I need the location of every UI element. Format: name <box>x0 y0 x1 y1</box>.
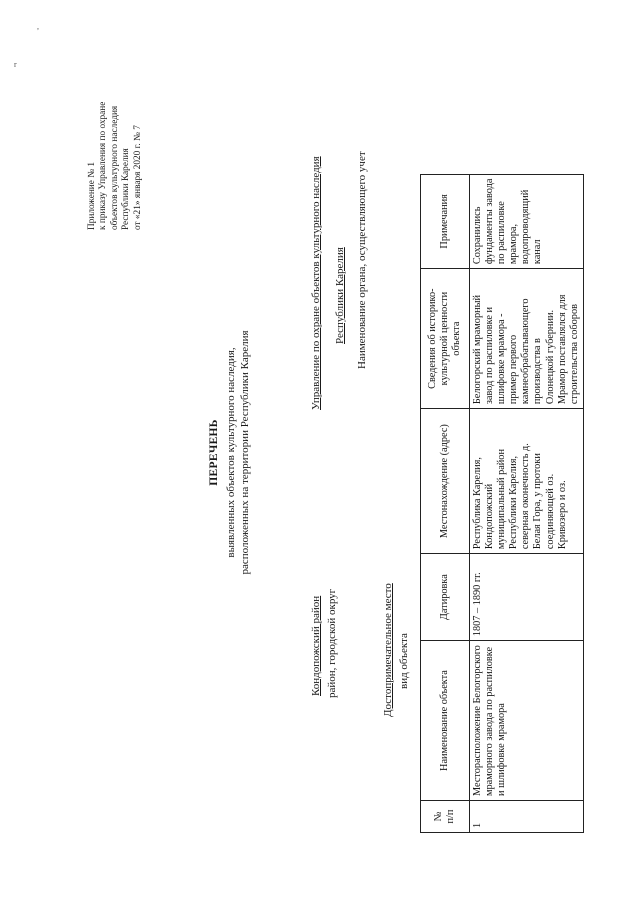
document-subtitle-line: выявленных объектов культурного наследия, <box>225 347 237 558</box>
cell-location: Республика Карелия, Кондопожский муниципальный район Республики Карелия, северная оконечность д. Белая Гора, у протоки соединяющей оз. Кривозеро и оз. <box>470 409 584 554</box>
appendix-line: Республики Карелия <box>121 148 132 230</box>
header-dating: Датировка <box>421 554 470 641</box>
cell-notes: Сохранились фундаменты завода по распиловке мрамора, водопроводящий канал <box>470 174 584 269</box>
document-subtitle-line: расположенных на территории Республики Карелия <box>239 330 251 575</box>
scan-mark: r <box>14 60 17 69</box>
header-notes: Примечания <box>421 174 470 269</box>
appendix-line: объектов культурного наследия <box>109 105 120 230</box>
cell-name: Месторасположение Белогорского мраморного завода по распиловке и шлифовке мрамора <box>470 641 584 801</box>
authority-region: Республики Карелия <box>334 247 346 344</box>
header-number: № п/п <box>421 801 470 833</box>
authority-caption: Наименование органа, осуществляющего учет <box>356 151 368 369</box>
appendix-line: Приложение № 1 <box>87 161 97 230</box>
header-cultural-value: Сведения об историко- культурной ценности объекта <box>421 269 470 409</box>
appendix-line: к приказу Управления по охране <box>98 101 109 230</box>
district-caption: район, городской округ <box>326 588 338 698</box>
appendix-line: от «21» января 2020 г. № 7 <box>132 125 143 230</box>
object-kind-name: Достопримечательное место <box>382 583 394 717</box>
objects-table <box>420 174 584 833</box>
appendix-note <box>87 102 144 230</box>
cell-cultural-value: Белогорский мраморный завод по распиловке и шлифовке мрамора - пример первого камнеобрабатывающего производства в Олонецкой губернии. Мрамор поставлялся для строительства соборов <box>470 269 584 409</box>
table-header-row <box>421 174 470 832</box>
document-title: ПЕРЕЧЕНЬ <box>208 419 220 486</box>
authority-name: Управление по охране объектов культурного наследия <box>310 156 322 410</box>
object-kind-caption: вид объекта <box>398 633 410 689</box>
scan-mark: , <box>37 22 39 31</box>
district-name: Кондопожский район <box>310 595 322 696</box>
header-location: Местонахождение (адрес) <box>421 409 470 554</box>
cell-number: 1 <box>470 801 584 833</box>
header-name: Наименование объекта <box>421 641 470 801</box>
cell-dating: 1807 – 1890 гг. <box>470 554 584 641</box>
table-row <box>470 174 584 832</box>
